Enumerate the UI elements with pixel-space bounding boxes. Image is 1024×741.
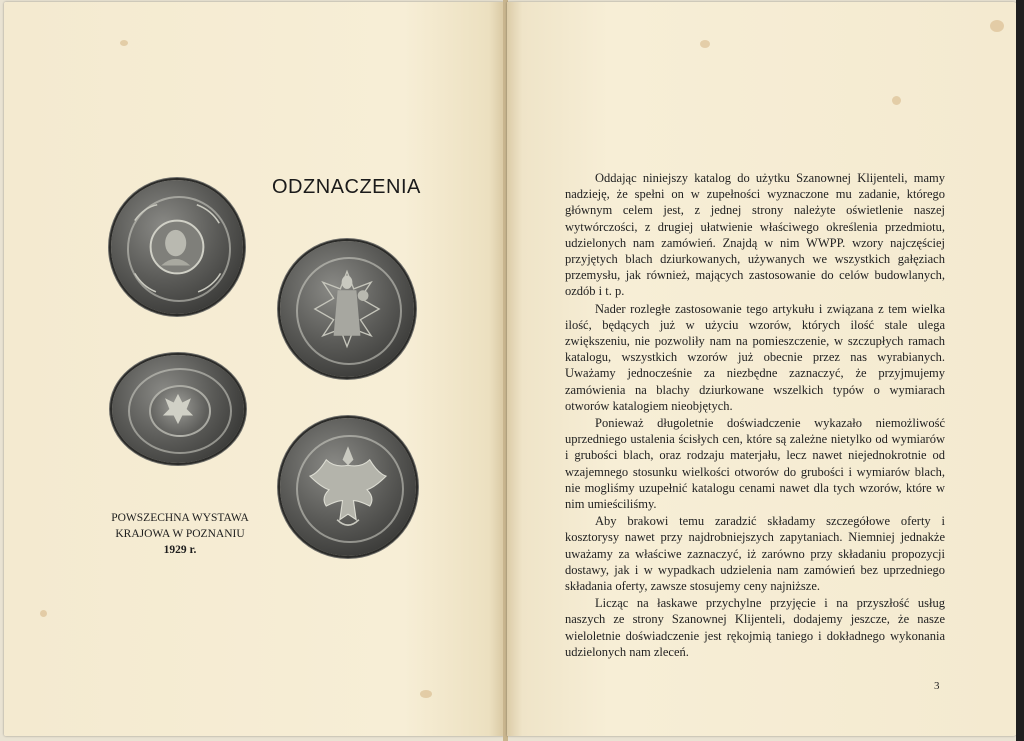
medal-portrait xyxy=(111,180,243,314)
standing-figure-icon xyxy=(280,241,414,377)
portrait-icon xyxy=(111,180,243,314)
paragraph: Oddając niniejszy katalog do użytku Szanownej Klijenteli, mamy nadzieję, że spełni on w zupełności wyznaczone mu zadanie, którego głównym celem jest, z jednej strony należyte oświetlenie naszej wytwórczości, z drugiej ułatwienie właściwego określenia przedmiotu, udzielonych nam zamówień. Znajdą w nim WWPP. wzory najczęściej przyjętych blach dziurkowanych, używanych we wszystkich gałęziach przemysłu, jak również, mających zastosowanie do celów budowlanych, ozdób i t. p. xyxy=(565,171,945,299)
foxing-spot xyxy=(420,690,432,698)
page-number: 3 xyxy=(934,680,940,692)
foxing-spot xyxy=(990,20,1004,32)
paragraph: Licząc na łaskawe przychylne przyjęcie i na przyszłość usług naszych ze strony Szanownej Klijenteli, dodajemy jeszcze, że nasze wieloletnie doświadczenie jest rękojmią taniego i dokładnego wykonania udzielonych nam zleceń. xyxy=(565,596,945,659)
foxing-spot xyxy=(892,96,901,105)
paragraph: Nader rozległe zastosowanie tego artykułu i związana z tem wielka ilość, będących już w użyciu wzorów, których ilość stale ulega zwiększeniu, nie pozwoliły nam na pomieszczenie, w szczupłych ramach katalogu, wszystkich wzorów już obecnie przez nas wyrabianych. Uważamy jednocześnie za niezbędne zaznaczyć, że przyjmujemy zamówienia na blachy dziurkowane wszelkich typów o wymiarach otworów katalogiem nieobjętych. xyxy=(565,301,945,413)
caption-line: POWSZECHNA WYSTAWA xyxy=(111,512,249,524)
page-title: ODZNACZENIA xyxy=(272,176,421,198)
medal-caption xyxy=(100,510,260,558)
foxing-spot xyxy=(40,610,47,617)
eagle-icon xyxy=(112,355,244,463)
caption-year: 1929 r. xyxy=(163,544,197,556)
left-page xyxy=(4,2,504,736)
caption-line: KRAJOWA W POZNANIU xyxy=(115,528,245,540)
medal-eagle-left xyxy=(112,355,244,463)
foxing-spot xyxy=(700,40,710,48)
medal-eagle-right xyxy=(280,418,416,556)
foxing-spot xyxy=(120,40,128,46)
eagle-icon xyxy=(280,418,416,556)
scan-edge xyxy=(1016,0,1024,741)
paragraph: Ponieważ długoletnie doświadczenie wykazało niemożliwość uprzedniego ustalenia ścisłych cen, które są zależne nietylko od wymiarów i grubości blach, oraz rodzaju materjału, lecz nawet niejednokrotnie od wzajemnego stosunku wielkości otworów do grubości i wymiarów blach, nie mogliśmy uzupełnić katalogu cenami nawet dla tych wzorów, które w nim umieściliśmy. xyxy=(565,416,945,512)
medal-figure xyxy=(280,241,414,377)
body-text xyxy=(565,170,945,661)
paragraph: Aby brakowi temu zaradzić składamy szczegółowe oferty i kosztorysy nawet przy najdrobniejszych zapytaniach. Niemniej jednakże uważamy za właściwe zaznaczyć, iż zarówno przy składaniu propozycji dostawy, jak i w wypadkach udzielenia nam zamówień bez uprzedniego składania oferty, zawsze stosujemy ceny najniższe. xyxy=(565,514,945,594)
